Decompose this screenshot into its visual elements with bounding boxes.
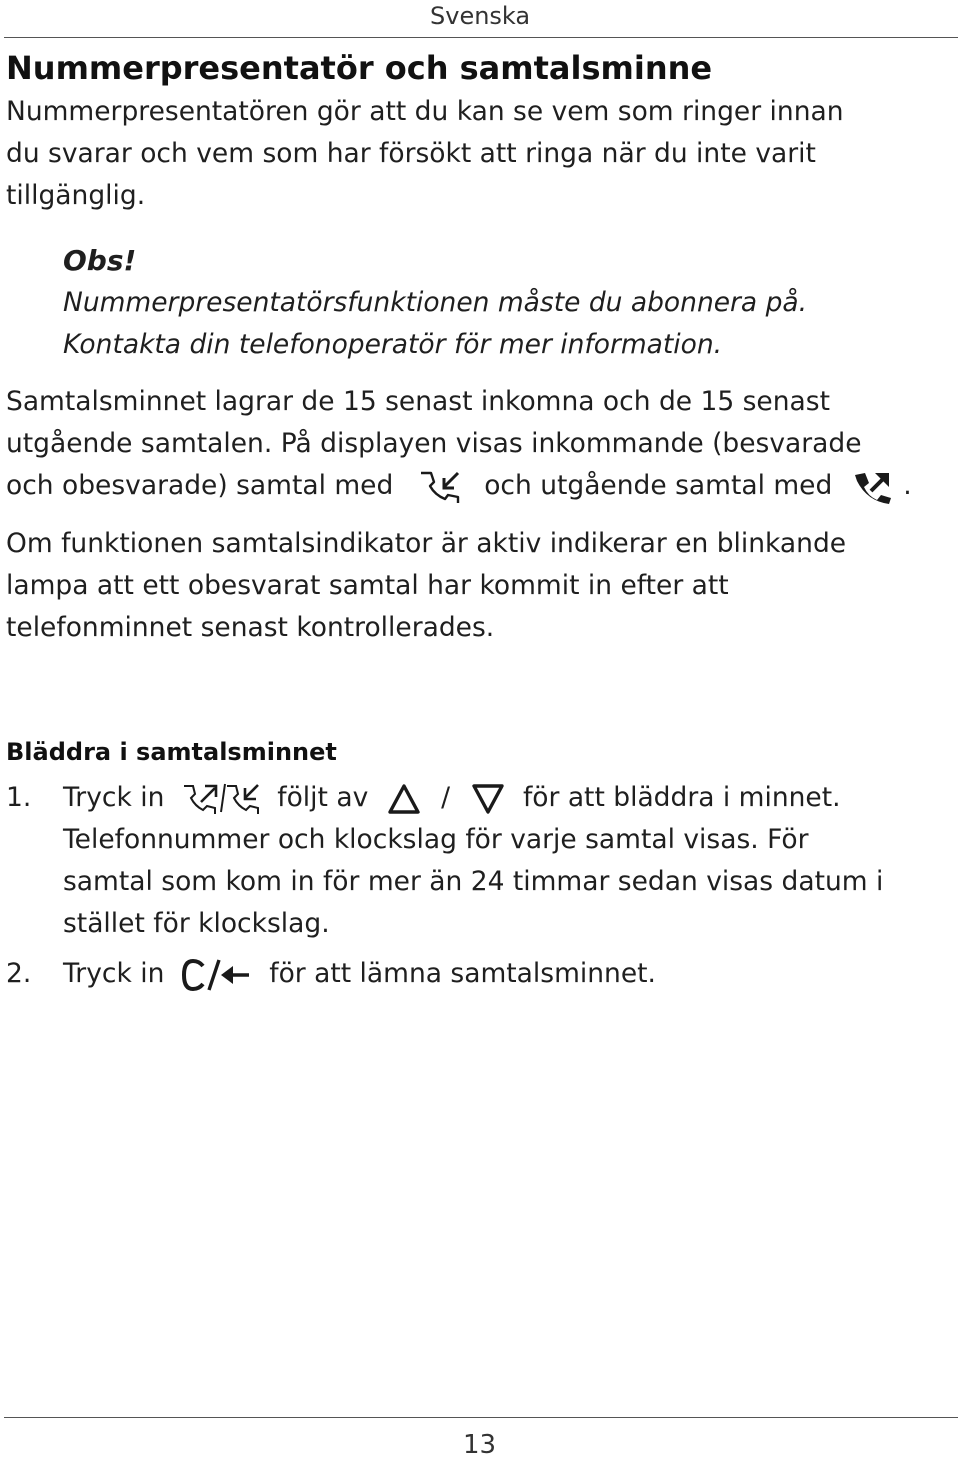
section-heading: Bläddra i samtalsminnet (6, 738, 337, 766)
header-language: Svenska (430, 2, 531, 30)
indicator-line: lampa att ett obesvarat samtal har kommit in efter att (6, 570, 729, 601)
step-1-continuation: Telefonnummer och klockslag för varje samtal visas. För (63, 824, 809, 855)
step-1-continuation: samtal som kom in för mer än 24 timmar sedan visas datum i (63, 866, 884, 897)
intro-paragraph (6, 91, 956, 217)
note-title: Obs! (63, 244, 137, 277)
indicator-line: telefonminnet senast kontrollerades. (6, 612, 495, 643)
incoming-call-icon (418, 469, 462, 505)
memory-line3-a: och obesvarade) samtal med (6, 470, 394, 501)
memory-line: utgående samtalen. På displayen visas inkommande (besvarade (6, 428, 862, 459)
step-1-continuation: stället för klockslag. (63, 908, 330, 939)
steps-list (6, 777, 956, 995)
up-arrow-key-icon (387, 783, 421, 815)
step-1 (6, 777, 956, 819)
step-number: 2. (6, 958, 32, 989)
call-log-key-icon (181, 780, 261, 818)
clear-back-key-icon (181, 958, 251, 992)
memory-line3-c: . (903, 470, 912, 501)
page-number: 13 (463, 1430, 497, 1460)
memory-line: Samtalsminnet lagrar de 15 senast inkomna och de 15 senast (6, 386, 830, 417)
memory-paragraph (6, 381, 956, 507)
note-block (63, 240, 807, 366)
memory-line3-b: och utgående samtal med (484, 470, 833, 501)
step-2 (6, 953, 956, 995)
step-1-text-c: för att bläddra i minnet. (522, 782, 841, 813)
step-number: 1. (6, 782, 32, 813)
intro-line: Nummerpresentatören gör att du kan se vem som ringer innan (6, 96, 844, 127)
step-1-text-a: Tryck in (63, 782, 165, 813)
note-line: Kontakta din telefonoperatör för mer information. (63, 329, 723, 360)
step-2-text-a: Tryck in (63, 958, 165, 989)
step-1-slash: / (441, 782, 451, 813)
outgoing-call-icon (853, 469, 893, 505)
step-2-text-b: för att lämna samtalsminnet. (269, 958, 656, 989)
step-1-text-b: följt av (277, 782, 369, 813)
indicator-paragraph (6, 523, 956, 649)
footer-divider (4, 1417, 958, 1418)
indicator-line: Om funktionen samtalsindikator är aktiv indikerar en blinkande (6, 528, 847, 559)
intro-line: tillgänglig. (6, 180, 146, 211)
step-2-text (63, 953, 656, 995)
down-arrow-key-icon (471, 783, 505, 815)
step-1-text (63, 777, 841, 819)
header-divider (4, 37, 958, 38)
intro-line: du svarar och vem som har försökt att ringa när du inte varit (6, 138, 816, 169)
page-title: Nummerpresentatör och samtalsminne (6, 49, 713, 87)
note-line: Nummerpresentatörsfunktionen måste du abonnera på. (63, 287, 808, 318)
memory-line-with-icons (6, 465, 956, 507)
